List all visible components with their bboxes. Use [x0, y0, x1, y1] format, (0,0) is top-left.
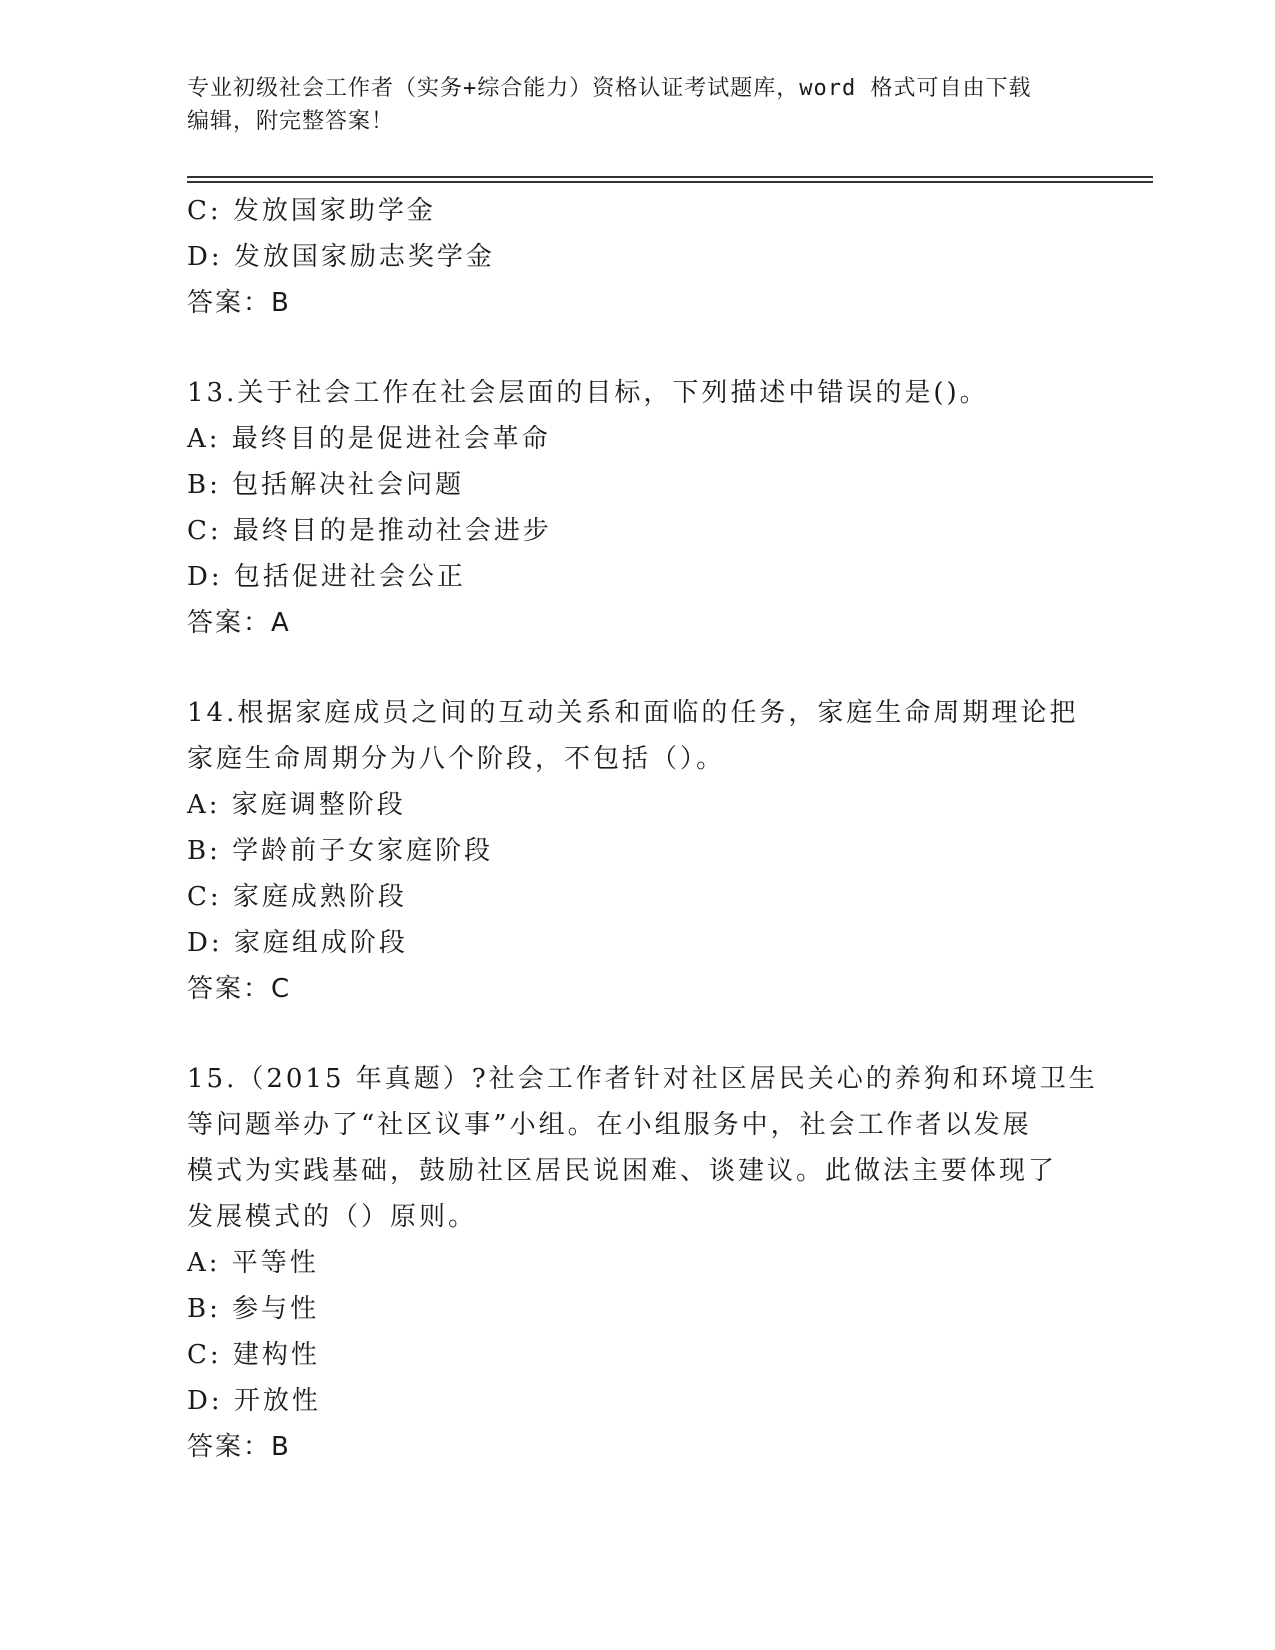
option-d: D: 家庭组成阶段 [187, 928, 408, 958]
question-text: 15.（2015 年真题）?社会工作者针对社区居民关心的养狗和环境卫生 [187, 1064, 1098, 1094]
header-rule-bottom [187, 181, 1153, 183]
question-text: 13.关于社会工作在社会层面的目标，下列描述中错误的是()。 [187, 378, 989, 408]
answer-line: 答案：B [187, 1432, 291, 1462]
question-text: 家庭生命周期分为八个阶段，不包括（）。 [187, 744, 726, 774]
option-a: A: 最终目的是促进社会革命 [187, 424, 551, 454]
option-b: B: 参与性 [187, 1294, 320, 1324]
question-14 [187, 690, 1087, 1012]
option-c: C: 发放国家助学金 [187, 196, 436, 226]
option-a: A: 平等性 [187, 1248, 319, 1278]
option-d: D: 包括促进社会公正 [187, 562, 466, 592]
document-body [187, 188, 1098, 1470]
option-c: C: 家庭成熟阶段 [187, 882, 407, 912]
question-15 [187, 1056, 1098, 1470]
option-b: B: 包括解决社会问题 [187, 470, 465, 500]
answer-line: 答案：C [187, 974, 292, 1004]
answer-line: 答案：B [187, 288, 291, 318]
document-header [187, 72, 1087, 138]
question-12-continued [187, 188, 1087, 326]
header-line-1: 专业初级社会工作者（实务+综合能力）资格认证考试题库，word 格式可自由下载 [187, 76, 1032, 101]
spacer [187, 326, 1087, 370]
spacer [187, 646, 1087, 690]
answer-line: 答案：A [187, 608, 291, 638]
header-rule-top [187, 176, 1153, 178]
option-a: A: 家庭调整阶段 [187, 790, 406, 820]
question-13 [187, 370, 1087, 646]
option-c: C: 建构性 [187, 1340, 320, 1370]
spacer [187, 1012, 1087, 1056]
question-text: 发展模式的（）原则。 [187, 1202, 478, 1232]
question-text: 14.根据家庭成员之间的互动关系和面临的任务，家庭生命周期理论把 [187, 698, 1079, 728]
option-c: C: 最终目的是推动社会进步 [187, 516, 552, 546]
option-d: D: 开放性 [187, 1386, 321, 1416]
header-line-2: 编辑，附完整答案！ [187, 109, 395, 134]
option-d: D: 发放国家励志奖学金 [187, 242, 495, 272]
option-b: B: 学龄前子女家庭阶段 [187, 836, 494, 866]
question-text: 模式为实践基础，鼓励社区居民说困难、谈建议。此做法主要体现了 [187, 1156, 1058, 1186]
question-text: 等问题举办了“社区议事”小组。在小组服务中，社会工作者以发展 [187, 1110, 1032, 1140]
